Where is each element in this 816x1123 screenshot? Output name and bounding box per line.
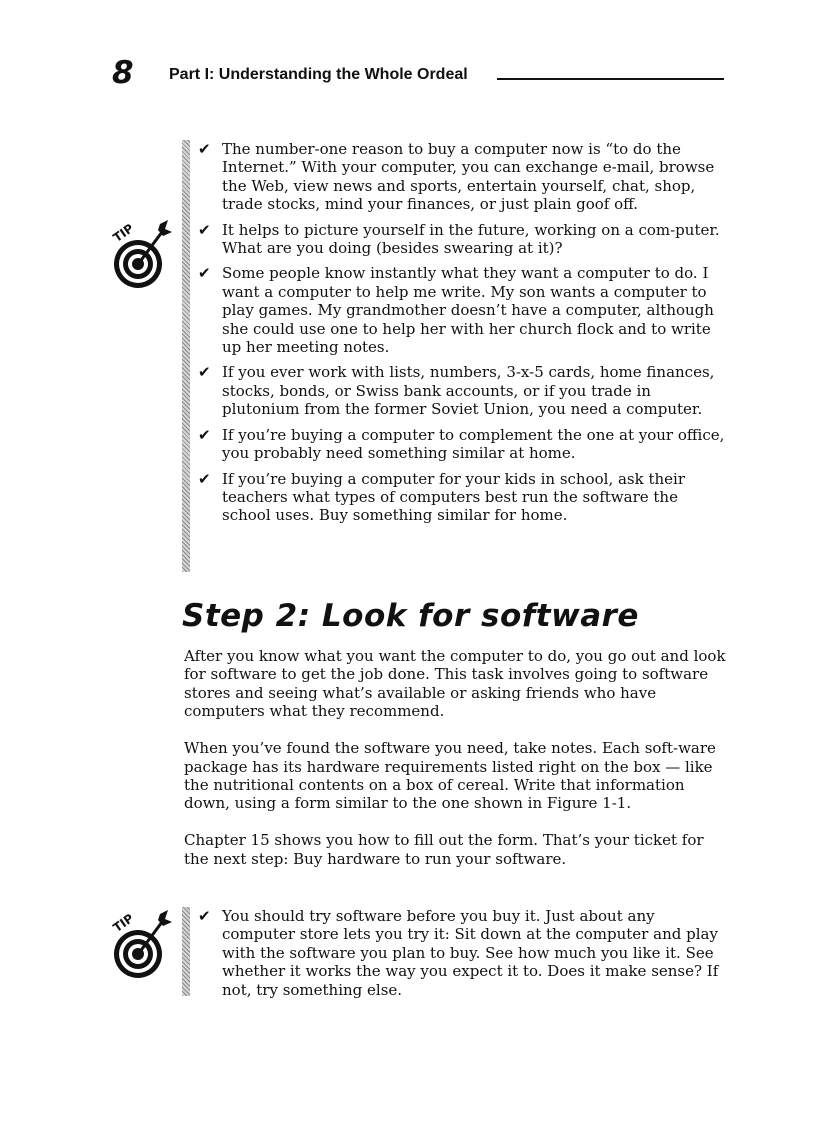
tip-list-block-2 — [182, 907, 727, 999]
tip-list-block-1 — [182, 140, 727, 572]
header-rule — [497, 78, 724, 80]
tip-target-icon — [110, 906, 172, 980]
checkmark-bullet-icon: ✔ — [198, 425, 211, 444]
list-item: ✔ If you’re buying a computer to complement the one at your office, you probably need something similar at home. — [198, 425, 725, 463]
section-heading: Step 2: Look for software — [182, 598, 639, 634]
tip-bullet-list-1 — [182, 140, 727, 525]
page-number: 8 — [112, 55, 134, 91]
list-item: ✔ If you ever work with lists, numbers, 3-x-5 cards, home finances, stocks, bonds, or Swiss bank accounts, or if you trade in plutonium from the former Soviet Union, you need a computer. — [198, 363, 715, 419]
running-header — [112, 55, 724, 92]
tip-target-icon — [110, 216, 172, 290]
paragraph: Chapter 15 shows you how to fill out the form. That’s your ticket for the next step: Buy hardware to run your software. — [184, 831, 704, 868]
checkmark-bullet-icon: ✔ — [198, 140, 211, 158]
tip-sidebar-rule — [182, 907, 190, 996]
checkmark-bullet-icon: ✔ — [198, 363, 211, 382]
list-item: ✔ The number-one reason to buy a computer now is “to do the Internet.” With your computer, you can exchange e-mail, browse the Web, view news and sports, entertain yourself, chat, shop, trade stocks, mind your finances, or just plain goof off. — [198, 140, 715, 214]
tip-sidebar-rule — [182, 140, 190, 572]
tip-bullet-list-2 — [182, 907, 727, 999]
paragraph: When you’ve found the software you need, take notes. Each soft-ware package has its hardware requirements listed right on the box — like the nutritional contents on a box of cereal. Write that information down, using a form similar to the one shown in Figure 1-1. — [184, 739, 716, 813]
checkmark-bullet-icon: ✔ — [198, 220, 211, 239]
list-item: ✔ Some people know instantly what they want a computer to do. I want a computer to help me write. My son wants a computer to play games. My grandmother doesn’t have a computer, although she could use one to help her with her church flock and to write up her meeting notes. — [198, 264, 714, 357]
section-body — [184, 647, 729, 868]
paragraph: After you know what you want the computer to do, you go out and look for software to get the job done. This task involves going to software stores and seeing what’s available or asking friends who have computers what they recommend. — [184, 647, 726, 721]
running-head-title: Part I: Understanding the Whole Ordeal — [169, 66, 468, 83]
list-item: ✔ It helps to picture yourself in the future, working on a com-puter. What are you doing (besides swearing at it)? — [198, 220, 720, 258]
tip-label: TIP — [110, 221, 137, 245]
checkmark-bullet-icon: ✔ — [198, 264, 211, 283]
list-item: ✔ You should try software before you buy it. Just about any computer store lets you try it: Sit down at the computer and play with the software you plan to buy. See how much you like it. See whether it works the way you expect it to. Does it make sense? If not, try something else. — [198, 907, 719, 999]
list-item: ✔ If you’re buying a computer for your kids in school, ask their teachers what types of computers best run the software the school uses. Buy something similar for home. — [198, 469, 686, 525]
tip-label: TIP — [110, 911, 137, 935]
checkmark-bullet-icon: ✔ — [198, 907, 211, 925]
checkmark-bullet-icon: ✔ — [198, 469, 211, 488]
